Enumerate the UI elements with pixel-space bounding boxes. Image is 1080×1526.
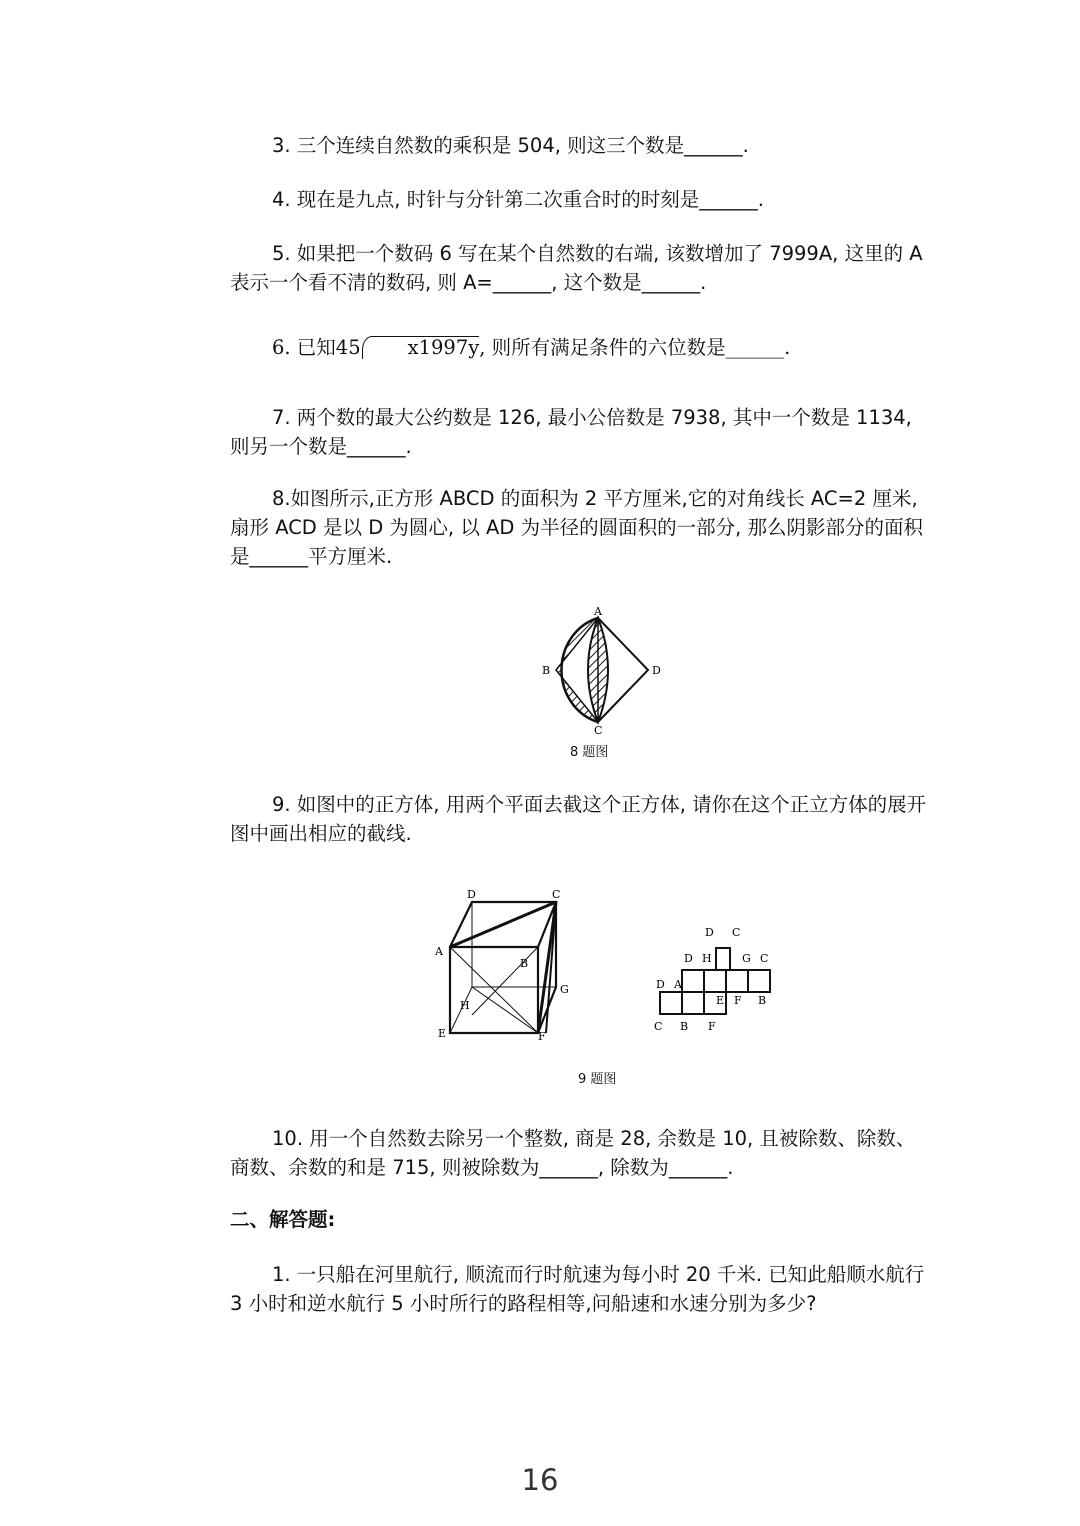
net-label-4: H <box>702 952 712 965</box>
net-label-1: D <box>705 926 714 939</box>
net-label-10: F <box>734 994 742 1007</box>
cube-label-e: E <box>438 1027 447 1040</box>
cube-label-f: F <box>538 1030 546 1043</box>
question-8: 8.如图所示,正方形 ABCD 的面积为 2 平方厘米,它的对角线长 AC=2 厘米, 扇形 ACD 是以 D 为圆心, 以 AD 为半径的圆面积的一部分, 那么阴影部分的面积是______平方厘米. <box>230 487 923 568</box>
cube-label-c: C <box>552 888 561 901</box>
figure-8 <box>520 600 680 740</box>
figure-9-net <box>650 920 780 1040</box>
question-5: 5. 如果把一个数码 6 写在某个自然数的右端, 该数增加了 7999A, 这里的 A 表示一个看不清的数码, 则 A=______, 这个数是______. <box>230 242 923 294</box>
figure-8-caption: 8 题图 <box>570 745 609 760</box>
net-label-7: D <box>656 978 665 991</box>
net-label-13: B <box>680 1020 689 1033</box>
figure-9-caption: 9 题图 <box>578 1072 617 1087</box>
label-c: C <box>594 724 603 737</box>
question-6-suffix: , 则所有满足条件的六位数是______. <box>479 336 791 359</box>
net-label-12: C <box>654 1020 663 1033</box>
question-6 <box>230 333 930 362</box>
question-6-prefix: 6. 已知45 <box>272 336 361 359</box>
label-d: D <box>652 664 661 677</box>
cube-label-d: D <box>467 888 476 901</box>
cube-label-a: A <box>435 945 443 958</box>
cube-label-g: G <box>560 983 569 996</box>
net-label-6: C <box>760 952 769 965</box>
net-label-5: G <box>742 952 751 965</box>
net-label-9: E <box>716 994 725 1007</box>
question-10: 10. 用一个自然数去除另一个整数, 商是 28, 余数是 10, 且被除数、除数、商数、余数的和是 715, 则被除数为______, 除数为______. <box>230 1127 916 1179</box>
net-label-2: C <box>732 926 741 939</box>
net-label-14: F <box>708 1020 716 1033</box>
page-number: 16 <box>521 1463 559 1497</box>
question-7: 7. 两个数的最大公约数是 126, 最小公倍数是 7938, 其中一个数是 1134, 则另一个数是______. <box>230 406 912 458</box>
net-label-11: B <box>758 994 767 1007</box>
division-bracket: x1997y <box>362 336 480 359</box>
net-label-3: D <box>684 952 693 965</box>
cube-label-h: H <box>460 999 470 1012</box>
cube-label-b: B <box>520 957 529 970</box>
question-9: 9. 如图中的正方体, 用两个平面去截这个正方体, 请你在这个正立方体的展开图中画出相应的截线. <box>230 793 927 845</box>
label-a: A <box>594 605 602 618</box>
question-4: 4. 现在是九点, 时针与分针第二次重合时的时刻是______. <box>272 188 764 211</box>
net-label-8: A <box>674 978 682 991</box>
answer-question-1: 1. 一只船在河里航行, 顺流而行时航速为每小时 20 千米. 已知此船顺水航行 3 小时和逆水航行 5 小时所行的路程相等,问船速和水速分别为多少? <box>230 1263 925 1315</box>
label-b: B <box>542 664 551 677</box>
figure-9-cube <box>430 885 580 1050</box>
section-2-heading: 二、解答题: <box>230 1208 336 1231</box>
question-3: 3. 三个连续自然数的乘积是 504, 则这三个数是______. <box>272 134 749 157</box>
